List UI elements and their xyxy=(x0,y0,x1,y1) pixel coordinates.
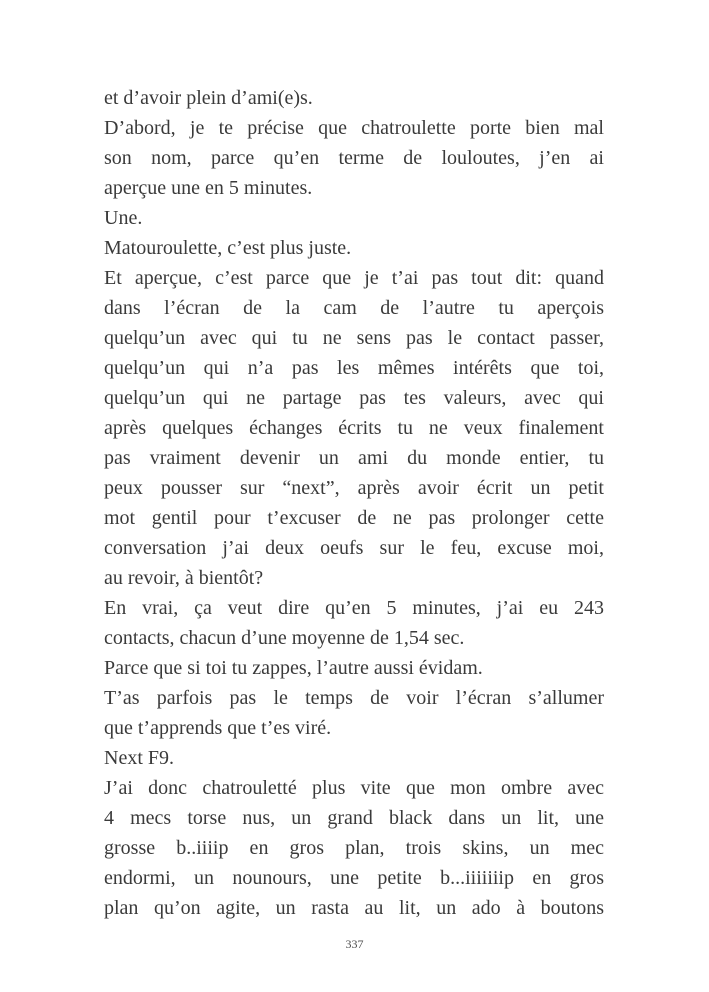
page-number: 337 xyxy=(345,937,364,951)
text-line: endormi, un nounours, une petite b...iiiiiiip en gros xyxy=(104,867,604,889)
text-line: contacts, chacun d’une moyenne de 1,54 sec. xyxy=(104,627,465,649)
text-line: Matouroulette, c’est plus juste. xyxy=(104,237,352,259)
text-line: Une. xyxy=(104,207,143,229)
page-text xyxy=(104,83,604,923)
text-line: peux pousser sur “next”, après avoir écrit un petit xyxy=(104,477,604,499)
text-line: 4 mecs torse nus, un grand black dans un lit, une xyxy=(104,807,604,829)
text-line: que t’apprends que t’es viré. xyxy=(104,717,332,739)
text-line: quelqu’un qui ne partage pas tes valeurs, avec qui xyxy=(104,387,604,409)
text-line: pas vraiment devenir un ami du monde entier, tu xyxy=(104,447,604,469)
text-line: En vrai, ça veut dire qu’en 5 minutes, j’ai eu 243 xyxy=(104,597,604,619)
text-line: conversation j’ai deux oeufs sur le feu, excuse moi, xyxy=(104,537,604,559)
text-line: quelqu’un qui n’a pas les mêmes intérêts que toi, xyxy=(104,357,604,379)
text-line: T’as parfois pas le temps de voir l’écran s’allumer xyxy=(104,687,604,709)
text-line: J’ai donc chatrouletté plus vite que mon ombre avec xyxy=(104,777,604,799)
text-line: et d’avoir plein d’ami(e)s. xyxy=(104,87,313,109)
text-line: au revoir, à bientôt? xyxy=(104,567,264,589)
text-line: grosse b..iiiip en gros plan, trois skins, un mec xyxy=(104,837,604,859)
text-line: aperçue une en 5 minutes. xyxy=(104,177,313,199)
text-line: après quelques échanges écrits tu ne veux finalement xyxy=(104,417,604,439)
text-line: son nom, parce qu’en terme de louloutes, j’en ai xyxy=(104,147,604,169)
text-line: D’abord, je te précise que chatroulette porte bien mal xyxy=(104,117,604,139)
text-line: plan qu’on agite, un rasta au lit, un ado à boutons xyxy=(104,897,604,919)
text-line: dans l’écran de la cam de l’autre tu aperçois xyxy=(104,297,604,319)
text-line: quelqu’un avec qui tu ne sens pas le contact passer, xyxy=(104,327,604,349)
text-line: Parce que si toi tu zappes, l’autre aussi évidam. xyxy=(104,657,483,679)
text-line: Et aperçue, c’est parce que je t’ai pas tout dit: quand xyxy=(104,267,604,289)
text-line: mot gentil pour t’excuser de ne pas prolonger cette xyxy=(104,507,604,529)
text-line: Next F9. xyxy=(104,747,174,769)
